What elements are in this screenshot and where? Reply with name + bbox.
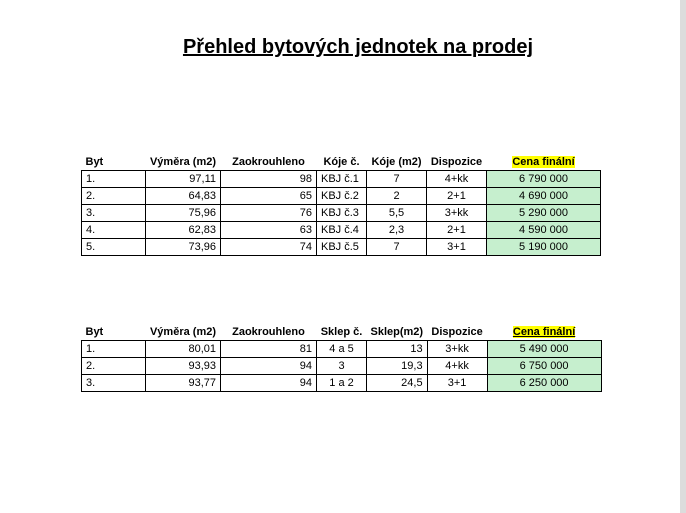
cell-zaokrouhleno: 76 <box>221 205 317 222</box>
cell-cena: 5 490 000 <box>487 341 601 358</box>
header-vymera: Výměra (m2) <box>149 326 217 338</box>
header-zaokrouhleno: Zaokrouhleno <box>232 326 305 338</box>
cell-koje-m2: 7 <box>367 171 427 188</box>
page-title: Přehled bytových jednotek na prodej <box>182 36 534 58</box>
cell-sklep-cislo: 4 a 5 <box>317 341 367 358</box>
cell-dispozice: 3+1 <box>427 375 487 392</box>
cell-dispozice: 3+kk <box>427 205 487 222</box>
cell-zaokrouhleno: 98 <box>221 171 317 188</box>
cell-koje-cislo: KBJ č.5 <box>317 239 367 256</box>
table-row <box>82 188 601 205</box>
cell-koje-m2: 7 <box>367 239 427 256</box>
header-cena-label: Cena finální <box>512 326 576 338</box>
header-cena-label: Cena finální <box>512 156 575 168</box>
cell-vymera: 80,01 <box>146 341 221 358</box>
header-koje-m2: Kóje (m2) <box>371 156 422 168</box>
table-row <box>82 171 601 188</box>
header-byt: Byt <box>85 326 104 338</box>
cell-sklep-cislo: 3 <box>317 358 367 375</box>
cell-byt: 3. <box>82 205 146 222</box>
cell-byt: 2. <box>82 358 146 375</box>
header-cena-finalni <box>487 324 601 341</box>
header-dispozice: Dispozice <box>431 326 483 338</box>
cell-vymera: 97,11 <box>146 171 221 188</box>
table-header-row <box>82 324 602 341</box>
page-edge <box>680 0 686 513</box>
header-zaokrouhleno: Zaokrouhleno <box>232 156 305 168</box>
table-header-row <box>82 154 601 171</box>
table-row <box>82 341 602 358</box>
cell-byt: 1. <box>82 171 146 188</box>
table-row <box>82 358 602 375</box>
table-row <box>82 375 602 392</box>
header-sklep-cislo: Sklep č. <box>320 326 363 338</box>
cell-cena: 4 590 000 <box>487 222 601 239</box>
table-row <box>82 239 601 256</box>
cell-cena: 6 250 000 <box>487 375 601 392</box>
cell-zaokrouhleno: 94 <box>221 375 317 392</box>
cell-byt: 4. <box>82 222 146 239</box>
cell-vymera: 62,83 <box>146 222 221 239</box>
cell-koje-m2: 2 <box>367 188 427 205</box>
table-row <box>82 222 601 239</box>
cell-dispozice: 4+kk <box>427 358 487 375</box>
cell-cena: 4 690 000 <box>487 188 601 205</box>
header-vymera: Výměra (m2) <box>149 156 217 168</box>
cell-sklep-m2: 19,3 <box>367 358 428 375</box>
cell-cena: 5 190 000 <box>487 239 601 256</box>
header-koje-cislo: Kóje č. <box>323 156 360 168</box>
cell-vymera: 93,77 <box>146 375 221 392</box>
cell-cena: 5 290 000 <box>487 205 601 222</box>
cell-koje-cislo: KBJ č.2 <box>317 188 367 205</box>
cell-zaokrouhleno: 94 <box>221 358 317 375</box>
header-dispozice: Dispozice <box>430 156 483 168</box>
cell-zaokrouhleno: 65 <box>221 188 317 205</box>
cell-sklep-cislo: 1 a 2 <box>317 375 367 392</box>
header-sklep-m2: Sklep(m2) <box>370 326 424 338</box>
cell-zaokrouhleno: 81 <box>221 341 317 358</box>
cell-zaokrouhleno: 63 <box>221 222 317 239</box>
cell-vymera: 93,93 <box>146 358 221 375</box>
table-row <box>82 205 601 222</box>
cell-dispozice: 4+kk <box>427 171 487 188</box>
cell-dispozice: 2+1 <box>427 222 487 239</box>
cell-koje-cislo: KBJ č.3 <box>317 205 367 222</box>
cell-cena: 6 790 000 <box>487 171 601 188</box>
apartments-table-sklepy <box>81 324 602 392</box>
cell-sklep-m2: 13 <box>367 341 428 358</box>
header-byt: Byt <box>85 156 104 168</box>
cell-dispozice: 2+1 <box>427 188 487 205</box>
cell-vymera: 64,83 <box>146 188 221 205</box>
cell-vymera: 75,96 <box>146 205 221 222</box>
header-cena-finalni <box>487 154 601 171</box>
cell-byt: 5. <box>82 239 146 256</box>
cell-vymera: 73,96 <box>146 239 221 256</box>
apartments-table-kobky <box>81 154 601 256</box>
cell-dispozice: 3+1 <box>427 239 487 256</box>
cell-sklep-m2: 24,5 <box>367 375 428 392</box>
cell-koje-m2: 2,3 <box>367 222 427 239</box>
cell-zaokrouhleno: 74 <box>221 239 317 256</box>
cell-koje-cislo: KBJ č.4 <box>317 222 367 239</box>
cell-dispozice: 3+kk <box>427 341 487 358</box>
cell-koje-m2: 5,5 <box>367 205 427 222</box>
cell-byt: 1. <box>82 341 146 358</box>
cell-byt: 3. <box>82 375 146 392</box>
cell-byt: 2. <box>82 188 146 205</box>
cell-koje-cislo: KBJ č.1 <box>317 171 367 188</box>
cell-cena: 6 750 000 <box>487 358 601 375</box>
